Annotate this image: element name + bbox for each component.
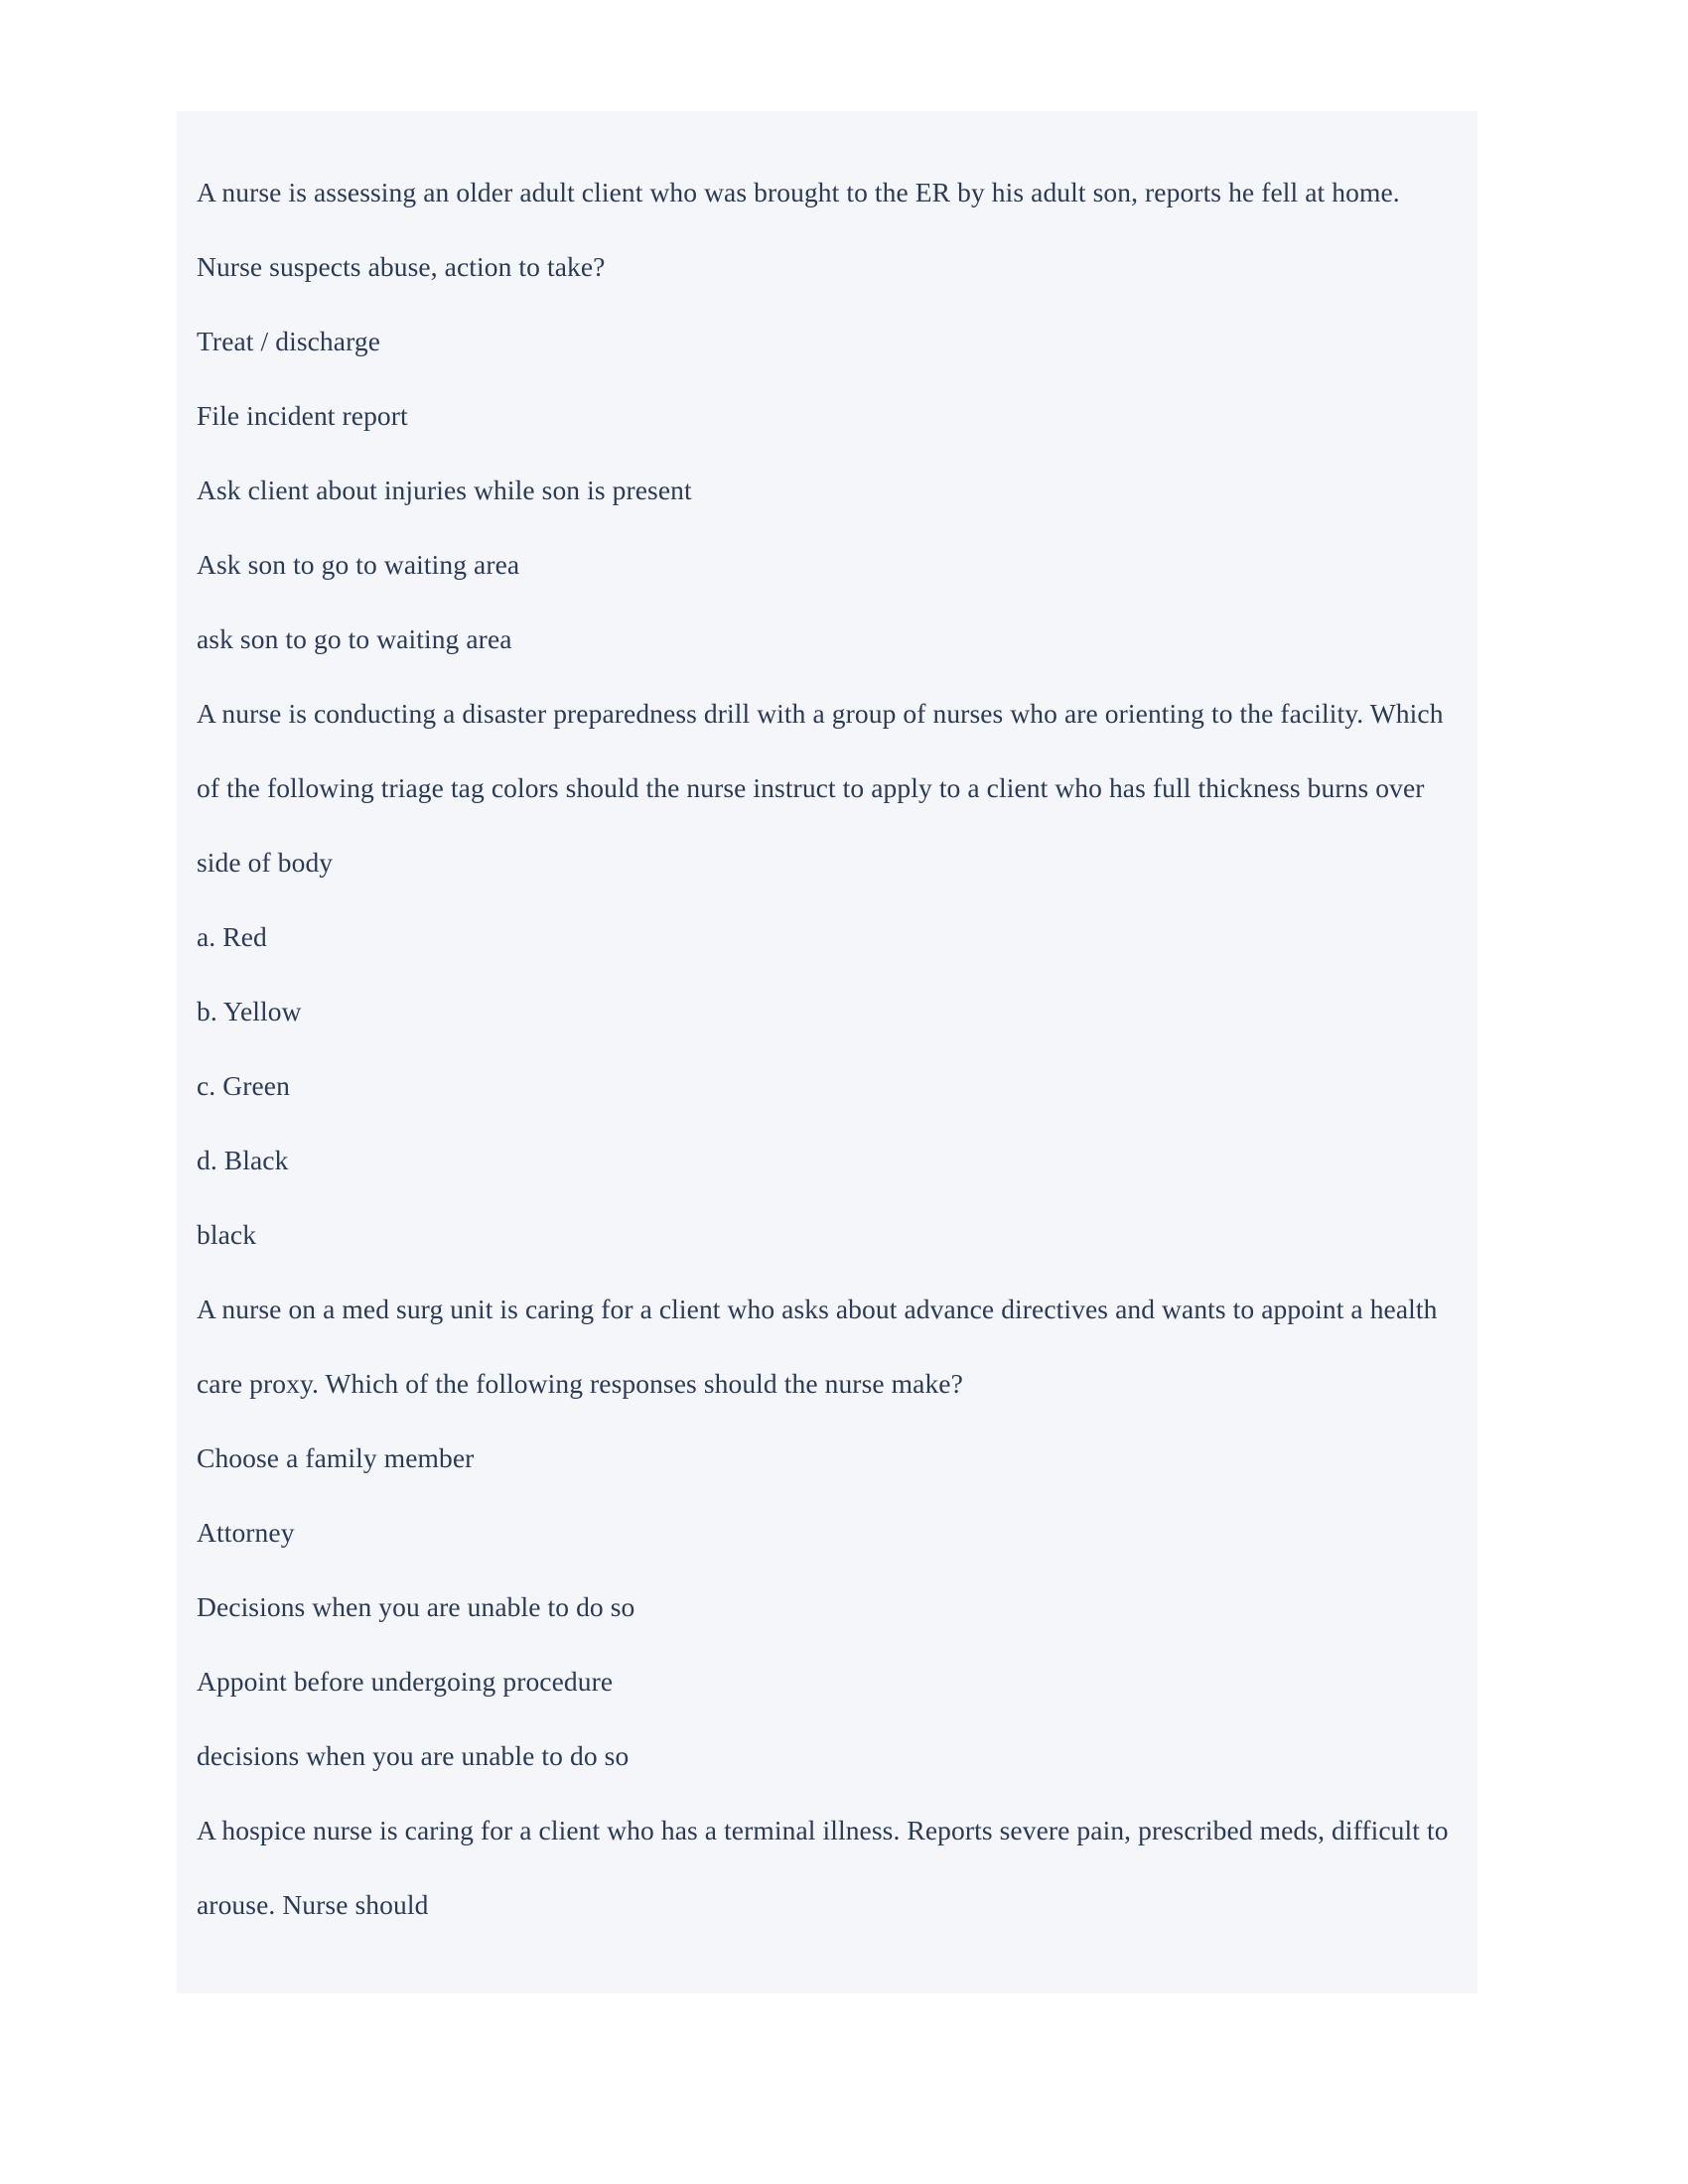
paragraph-option-decisions-unable: Decisions when you are unable to do so: [197, 1591, 635, 1622]
paragraph-option-choose-family-member: Choose a family member: [197, 1442, 475, 1473]
paragraph-option-treat-discharge: Treat / discharge: [197, 326, 381, 356]
paragraph-option-d-black: d. Black: [197, 1145, 289, 1175]
paragraph-option-appoint-before-procedure: Appoint before undergoing procedure: [197, 1666, 614, 1697]
paragraph-option-b-yellow: b. Yellow: [197, 996, 302, 1026]
paragraph-answer-1: ask son to go to waiting area: [197, 623, 512, 654]
text-content-block: [177, 111, 1477, 1993]
paragraph-question-3: A nurse on a med surg unit is caring for a client who asks about advance directives and wants to appoint a health care proxy. Which of the following responses should the nurse make?: [197, 1294, 1438, 1399]
paragraph-option-c-green: c. Green: [197, 1070, 290, 1101]
paragraph-question-1: A nurse is assessing an older adult client who was brought to the ER by his adult son, reports he fell at home. Nurse suspects abuse, action to take?: [197, 177, 1400, 282]
paragraph-question-2: A nurse is conducting a disaster preparedness drill with a group of nurses who are orienting to the facility. Which of the following triage tag colors should the nurse instruct to apply to a client who has full thickness burns over side of body: [197, 698, 1444, 878]
paragraph-option-attorney: Attorney: [197, 1517, 295, 1548]
paragraph-answer-3: decisions when you are unable to do so: [197, 1740, 630, 1771]
paragraph-option-file-incident-report: File incident report: [197, 400, 408, 431]
paragraph-option-a-red: a. Red: [197, 921, 267, 952]
paragraph-option-ask-client-injuries: Ask client about injuries while son is present: [197, 475, 692, 505]
paragraph-option-ask-son-waiting-area: Ask son to go to waiting area: [197, 549, 520, 580]
paragraph-answer-2: black: [197, 1219, 257, 1250]
paragraph-question-4: A hospice nurse is caring for a client who has a terminal illness. Reports severe pain, prescribed meds, difficult to arouse. Nurse should: [197, 1815, 1449, 1920]
